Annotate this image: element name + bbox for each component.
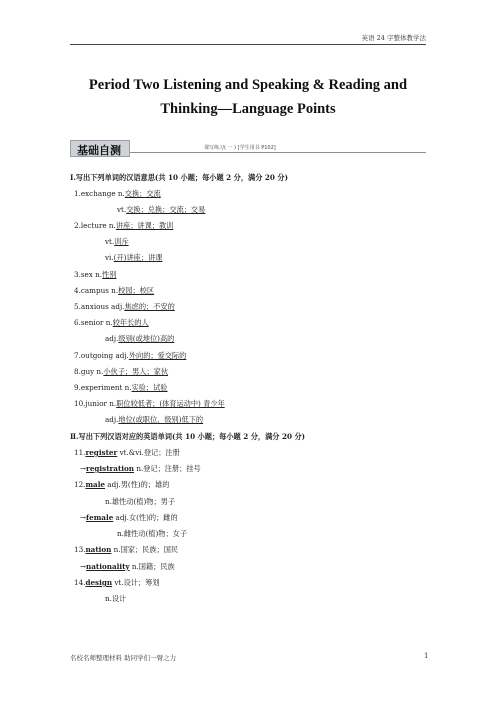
word-number: → xyxy=(80,562,87,571)
word-line xyxy=(80,562,175,572)
vocab-line xyxy=(74,286,154,296)
vocab-prefix: adj. xyxy=(105,334,119,343)
header-divider xyxy=(70,44,426,45)
word-line xyxy=(74,448,180,458)
word-answer: design xyxy=(85,578,113,587)
footer-text: 名校名师整理材料 助同学们一臂之力 xyxy=(70,654,177,662)
title-line-2: Thinking—Language Points xyxy=(160,101,336,117)
vocab-answer: 性别 xyxy=(102,270,117,279)
vocab-answer: 实验；试验 xyxy=(131,383,168,392)
vocab-answer: 讲座；讲课；教训 xyxy=(115,221,174,230)
vocab-prefix: vi. xyxy=(105,253,114,262)
page-number: 1 xyxy=(424,652,429,660)
word-meaning: vt.设计；筹划 xyxy=(112,578,160,587)
section-2-heading: Ⅱ.写出下列汉语对应的英语单词(共 10 小题；每小题 2 分，满分 20 分) xyxy=(70,432,306,441)
vocab-line xyxy=(117,205,205,215)
vocab-line xyxy=(74,399,225,409)
word-meaning: vt.&vi.登记；注册 xyxy=(117,448,180,457)
vocab-answer: 小伙子；男人；家伙 xyxy=(103,367,169,376)
word-answer: nation xyxy=(85,545,112,554)
word-meaning: n.雄性动(植)物；男子 xyxy=(105,497,176,506)
word-line xyxy=(74,578,160,588)
vocab-line xyxy=(105,415,203,425)
word-line xyxy=(105,497,175,507)
word-number: 14. xyxy=(74,578,86,587)
vocab-prefix: vt. xyxy=(105,237,115,246)
word-answer: registration xyxy=(86,464,135,473)
section-1-heading: Ⅰ.写出下列单词的汉语意思(共 10 小题；每小题 2 分，满分 20 分) xyxy=(70,173,288,182)
vocab-line xyxy=(74,221,173,231)
word-meaning: n.设计 xyxy=(105,594,127,603)
banner-label: 基础自测 xyxy=(77,144,121,157)
vocab-prefix: 1.exchange n. xyxy=(74,189,125,198)
word-number: 11. xyxy=(74,448,86,457)
vocab-line xyxy=(74,270,116,280)
vocab-prefix: 6.senior n. xyxy=(74,318,113,327)
word-answer: female xyxy=(86,513,114,522)
header-text: 英语 24 字整体教学法 xyxy=(361,34,426,42)
word-line xyxy=(74,545,178,555)
vocab-answer: 外向的；爱交际的 xyxy=(128,351,187,360)
vocab-line xyxy=(74,351,186,361)
word-number: 13. xyxy=(74,545,86,554)
word-line xyxy=(105,594,126,604)
vocab-line xyxy=(74,318,149,328)
vocab-answer: 交换；兑换；交流；交易 xyxy=(126,205,206,214)
word-number: 12. xyxy=(74,480,86,489)
vocab-prefix: 2.lecture n. xyxy=(74,221,116,230)
vocab-answer: 校园；校区 xyxy=(118,286,155,295)
banner-box xyxy=(70,140,130,157)
vocab-line xyxy=(74,383,168,393)
word-answer: nationality xyxy=(86,562,130,571)
word-number: → xyxy=(80,513,87,522)
word-line xyxy=(80,513,178,523)
vocab-prefix: 5.anxious adj. xyxy=(74,302,125,311)
word-meaning: n.雌性动(植)物；女子 xyxy=(117,529,188,538)
banner-divider xyxy=(130,152,426,153)
vocab-answer: 级别(或地位)高的 xyxy=(118,334,175,343)
word-number: → xyxy=(80,464,87,473)
vocab-line xyxy=(105,253,162,263)
word-meaning: n.登记；注册；挂号 xyxy=(134,464,201,473)
vocab-prefix: 9.experiment n. xyxy=(74,383,132,392)
vocab-answer: (开)讲座；讲课 xyxy=(113,253,163,262)
word-meaning: n.国籍；民族 xyxy=(129,562,175,571)
vocab-answer: 焦虑的；不安的 xyxy=(124,302,175,311)
vocab-line xyxy=(74,302,175,312)
vocab-line xyxy=(74,367,168,377)
vocab-answer: 较年长的人 xyxy=(112,318,149,327)
vocab-prefix: 4.campus n. xyxy=(74,286,119,295)
title-line-1: Period Two Listening and Speaking & Reading and xyxy=(88,77,408,93)
vocab-prefix: 8.guy n. xyxy=(74,367,104,376)
banner-note: 课写练习( 一 ) [学生用书 P102] xyxy=(204,145,276,151)
vocab-line xyxy=(105,237,129,247)
vocab-prefix: adj. xyxy=(105,415,119,424)
vocab-line xyxy=(105,334,174,344)
vocab-line xyxy=(74,189,161,199)
word-meaning: adj.女(性)的；雌的 xyxy=(113,513,178,522)
vocab-prefix: 7.outgoing adj. xyxy=(74,351,129,360)
word-line xyxy=(80,464,201,474)
word-answer: male xyxy=(85,480,106,489)
vocab-prefix: 10.junior n. xyxy=(74,399,117,408)
word-meaning: n.国家；民族；国民 xyxy=(111,545,179,554)
section-banner xyxy=(70,140,426,157)
vocab-answer: 职位较低者；(体育运动中) 青少年 xyxy=(116,399,225,408)
vocab-prefix: 3.sex n. xyxy=(74,270,103,279)
word-answer: register xyxy=(85,448,118,457)
word-line xyxy=(74,480,169,490)
vocab-prefix: vt. xyxy=(117,205,127,214)
vocab-answer: 训斥 xyxy=(114,237,129,246)
vocab-answer: 地位(或职位、级别)低下的 xyxy=(118,415,204,424)
word-line xyxy=(117,529,187,539)
vocab-answer: 交换；交流 xyxy=(124,189,161,198)
word-meaning: adj.男(性)的；雄的 xyxy=(105,480,170,489)
